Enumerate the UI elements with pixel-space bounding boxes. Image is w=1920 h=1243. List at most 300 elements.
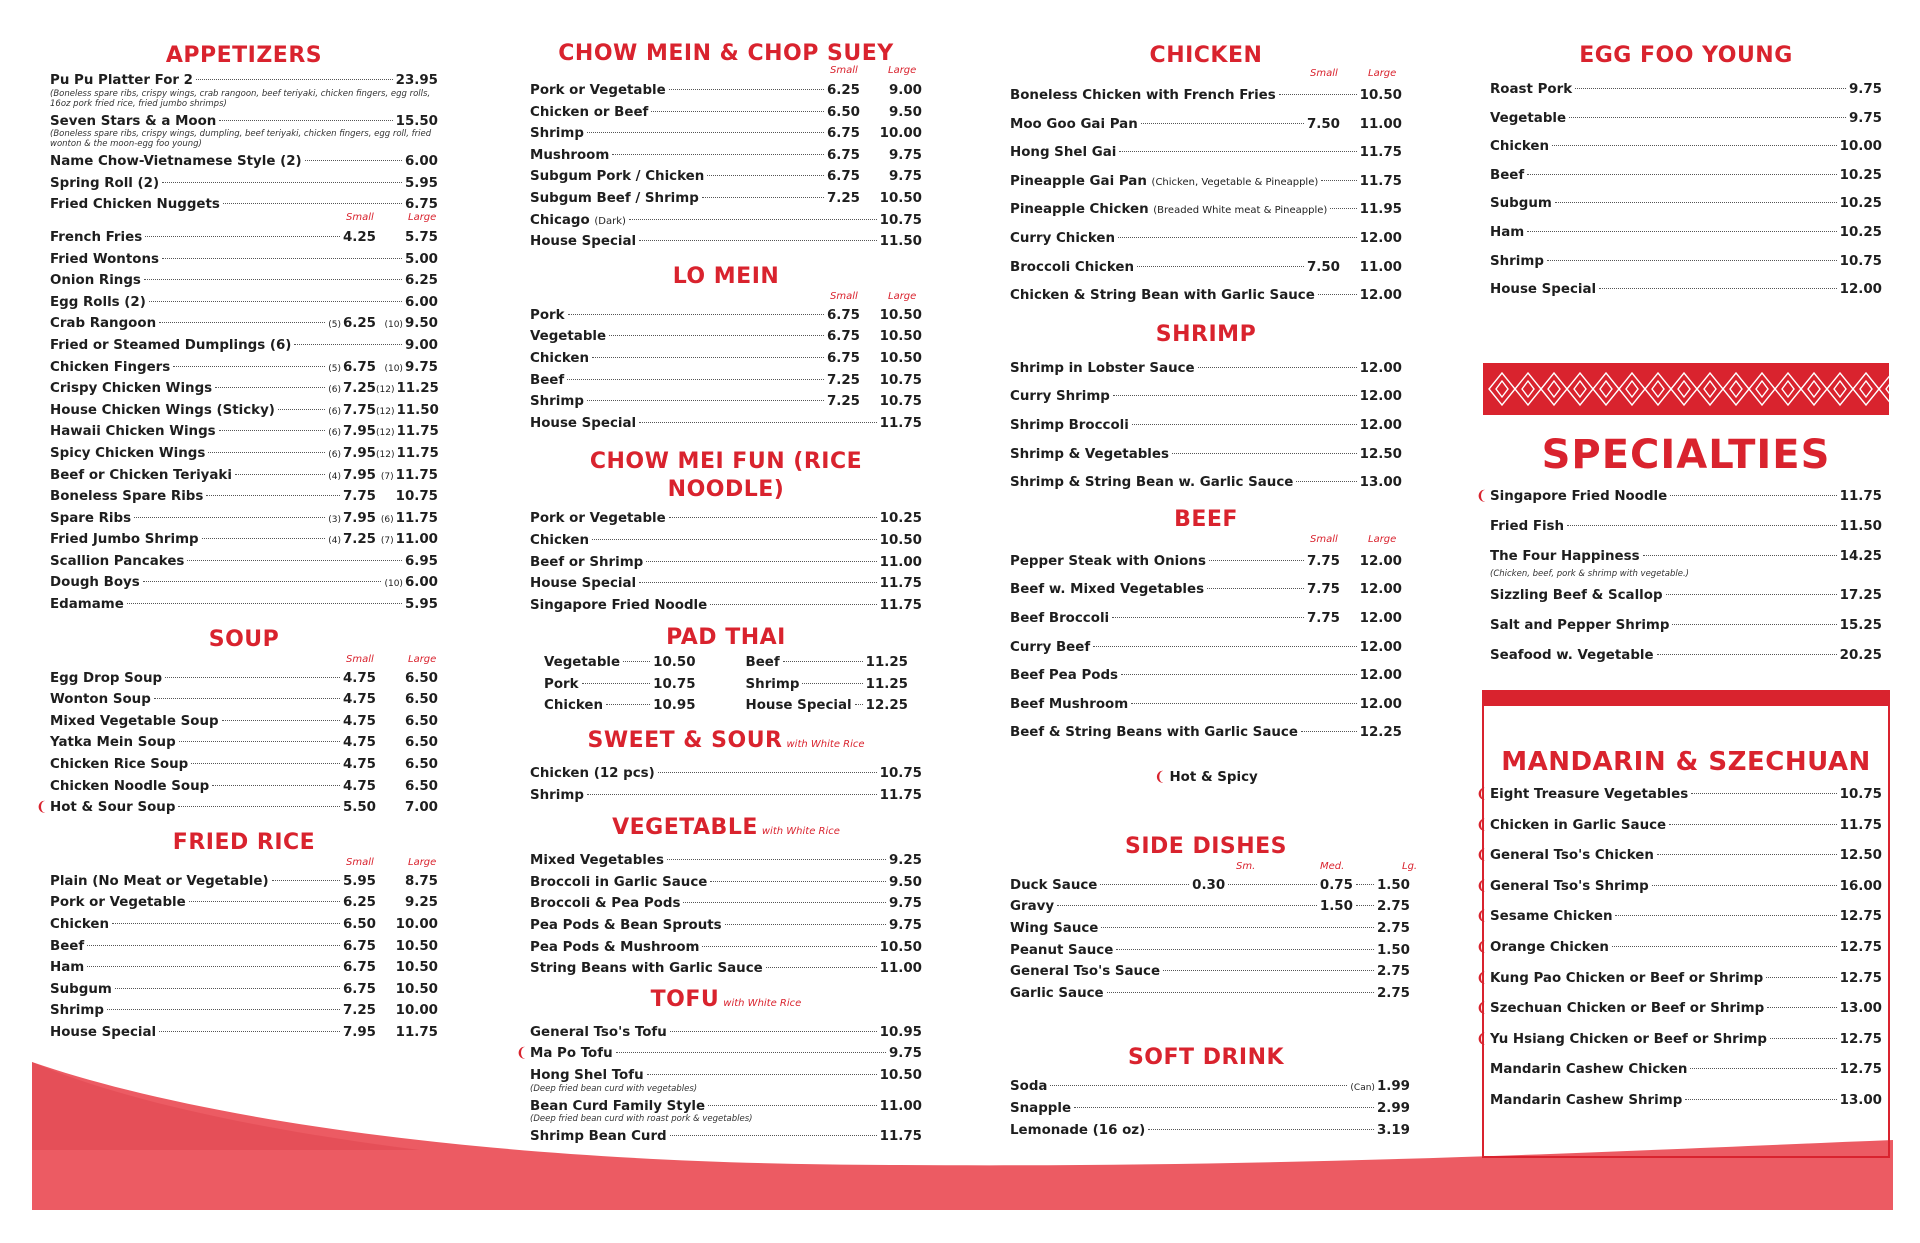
item-price	[866, 674, 908, 696]
item-price	[405, 151, 438, 173]
item-price	[405, 173, 438, 195]
price-large	[376, 486, 438, 508]
price-large	[376, 378, 438, 402]
leader-dots	[1643, 555, 1837, 556]
item-name	[50, 871, 269, 893]
item-name-text: Beef or Chicken Teriyaki	[50, 467, 232, 483]
item-name	[1010, 196, 1327, 226]
item-price-value: 11.75	[879, 576, 922, 592]
leader-dots	[1131, 703, 1356, 704]
item-price-value: 2.75	[1376, 964, 1410, 980]
item-name	[1010, 225, 1115, 254]
price-small-value: 6.50	[342, 917, 376, 932]
menu-item	[1010, 1076, 1410, 1098]
soft-drink-title: SOFT DRINK	[1127, 1045, 1285, 1071]
item-name	[746, 674, 800, 696]
item-price	[1840, 1025, 1882, 1056]
item-price	[880, 1022, 922, 1044]
price-large-value: 11.75	[395, 1024, 438, 1040]
price-large	[376, 357, 438, 381]
item-name	[50, 797, 175, 819]
item-quantity: (10)	[384, 579, 403, 590]
leader-dots	[568, 314, 824, 315]
leader-dots	[587, 794, 877, 795]
item-name	[530, 102, 648, 124]
price-med: 1.50	[1319, 899, 1353, 915]
quantity-large: (7)	[380, 536, 394, 547]
quantity-large: (12)	[376, 385, 395, 396]
chili-icon: ❨	[1476, 848, 1488, 864]
leader-dots	[196, 79, 393, 80]
item-name-text: Fried Jumbo Shrimp	[50, 532, 199, 548]
price-small-value: 7.25	[342, 381, 376, 397]
item-note: (Dark)	[594, 215, 626, 227]
item-price-value: 12.00	[1359, 230, 1402, 246]
item-name	[50, 313, 156, 335]
side-dishes-title: SIDE DISHES	[1124, 833, 1288, 859]
item-name	[1010, 548, 1206, 577]
column-2	[516, 40, 922, 1148]
tofu-title	[530, 986, 922, 1018]
item-name-text: Vegetable	[1490, 110, 1567, 126]
leader-dots	[802, 683, 862, 684]
item-price-value: 11.75	[1359, 145, 1402, 161]
item-name-text: Roast Pork	[1490, 82, 1573, 97]
price-large-value: 11.00	[1359, 116, 1402, 132]
leader-dots	[855, 704, 863, 705]
price-small-value: 7.75	[342, 402, 376, 418]
item-name-text: Seafood w. Vegetable	[1490, 648, 1654, 663]
leader-dots	[1767, 1007, 1836, 1008]
price-large-value: 12.00	[1359, 553, 1402, 569]
chili-icon: ❨	[1476, 970, 1488, 986]
price-small-value: 6.75	[342, 981, 376, 997]
item-name	[1010, 918, 1098, 940]
leader-dots	[670, 1135, 877, 1136]
leader-dots	[127, 603, 402, 604]
price-large	[376, 529, 438, 553]
price-small	[1307, 605, 1340, 634]
item-name-text: Chicken & String Bean with Garlic Sauce	[1010, 288, 1315, 304]
menu-item	[1010, 441, 1402, 470]
leader-dots	[87, 945, 340, 946]
specialties-section	[1476, 432, 1882, 671]
item-name-text: Shrimp Broccoli	[1010, 417, 1129, 433]
item-price	[880, 1065, 922, 1087]
chili-icon: ❨	[1476, 909, 1488, 925]
menu-item	[530, 391, 922, 413]
price-small-value: 7.25	[342, 1003, 376, 1019]
item-price	[1350, 1076, 1410, 1100]
leader-dots	[235, 474, 325, 475]
price-large-value: 11.75	[396, 424, 439, 440]
menu-item	[1010, 168, 1402, 197]
price-small	[343, 754, 376, 776]
price-small	[328, 421, 376, 445]
menu-item	[50, 979, 438, 1001]
menu-item	[1010, 111, 1402, 140]
item-price	[889, 1043, 922, 1065]
menu-item	[1490, 219, 1882, 248]
item-price-value: 9.00	[404, 337, 438, 353]
leader-dots	[646, 561, 876, 562]
item-name-text: General Tso's Sauce	[1010, 964, 1161, 980]
beef-list	[1010, 548, 1402, 748]
item-price	[1360, 355, 1402, 384]
item-price	[1360, 634, 1402, 663]
item-price	[1360, 282, 1402, 311]
size-large-label: Large	[408, 856, 437, 868]
menu-item	[1010, 383, 1402, 412]
item-name-text: House Special	[50, 1024, 157, 1040]
leader-dots	[206, 495, 340, 496]
item-name-text: Beef w. Mixed Vegetables	[1010, 582, 1205, 598]
item-name-text: Spring Roll (2)	[50, 175, 160, 191]
item-name	[530, 166, 704, 188]
price-small	[343, 797, 376, 819]
item-name	[530, 231, 636, 253]
price-large-value: 6.50	[404, 778, 438, 794]
price-large-value: 10.00	[395, 917, 438, 932]
item-name	[1490, 780, 1688, 811]
item-quantity: (Can)	[1350, 1083, 1375, 1094]
item-name-text: Beef	[530, 372, 565, 388]
price-small	[827, 123, 860, 145]
size-large-label: Large	[888, 290, 917, 302]
item-price-value: 12.00	[1359, 696, 1402, 712]
menu-item	[50, 270, 438, 292]
column-4	[1490, 42, 1882, 305]
item-name-text: Pork or Vegetable	[50, 895, 186, 911]
item-name	[530, 123, 584, 145]
price-small	[328, 508, 376, 532]
fried-rice-title: FRIED RICE	[172, 829, 316, 855]
item-name-text: Beef & String Beans with Garlic Sauce	[1010, 725, 1298, 741]
menu-item	[530, 573, 922, 595]
item-price-value: 11.75	[1359, 173, 1402, 189]
item-price-value: 15.50	[395, 113, 438, 129]
item-price-value: 10.25	[1839, 196, 1882, 212]
chili-icon: ❨	[1476, 939, 1488, 955]
price-small	[343, 668, 376, 690]
menu-item	[530, 508, 922, 530]
item-price-value: 15.25	[1839, 618, 1882, 633]
item-price-value: 10.50	[1359, 88, 1402, 103]
price-large	[860, 391, 922, 413]
item-price	[653, 674, 695, 696]
item-name	[1490, 994, 1764, 1025]
item-name-text: Pu Pu Platter For 2	[50, 73, 193, 88]
leader-dots	[658, 772, 877, 773]
item-price	[1360, 662, 1402, 691]
item-name	[530, 145, 609, 167]
item-price	[1360, 412, 1402, 441]
leader-dots	[162, 258, 402, 259]
item-name	[1010, 1098, 1071, 1120]
menu-item	[530, 80, 922, 102]
price-small	[328, 443, 376, 467]
quantity-large: (12)	[376, 449, 395, 460]
item-name	[1010, 168, 1318, 198]
vegetable-title-text: VEGETABLE	[612, 815, 758, 841]
item-name	[530, 937, 699, 959]
price-large	[376, 871, 438, 893]
menu-item	[1010, 691, 1402, 720]
item-name-text: Curry Beef	[1010, 639, 1091, 655]
item-name	[1010, 691, 1128, 720]
price-small-value: 7.95	[342, 424, 376, 440]
item-price-value: 17.25	[1839, 588, 1882, 603]
leader-dots	[1691, 793, 1836, 794]
leader-dots	[1685, 1099, 1836, 1100]
sweet-sour-list	[530, 763, 922, 806]
item-name	[50, 551, 184, 573]
price-large-value: 11.75	[396, 445, 439, 461]
item-price	[1840, 641, 1882, 671]
appetizers-list	[50, 70, 438, 216]
price-small-value: 6.75	[826, 350, 860, 366]
chili-icon: ❨	[1154, 769, 1166, 785]
menu-item	[1490, 105, 1882, 134]
item-price	[1840, 780, 1882, 811]
menu-item	[50, 378, 438, 400]
item-name	[50, 689, 151, 711]
item-price	[866, 652, 908, 674]
item-name-text: Pea Pods & Mushroom	[530, 939, 700, 955]
quantity-small: (4)	[328, 536, 341, 547]
menu-item	[50, 1000, 438, 1022]
price-large-value: 11.75	[395, 510, 438, 526]
leader-dots	[639, 240, 877, 241]
item-price	[1377, 1120, 1410, 1142]
item-price	[880, 1096, 922, 1118]
item-price	[1840, 581, 1882, 611]
menu-item	[1476, 994, 1882, 1025]
hot-spicy-legend	[1010, 770, 1402, 785]
item-price-value: 11.75	[879, 1129, 922, 1145]
item-name-text: House Special	[530, 415, 637, 431]
leader-dots	[144, 279, 402, 280]
item-price-value: 12.75	[1839, 1062, 1882, 1078]
leader-dots	[212, 785, 340, 786]
leader-dots	[1552, 145, 1837, 146]
item-name-text: Curry Shrimp	[1010, 389, 1110, 405]
item-name	[530, 1065, 644, 1087]
price-large-value: 12.00	[1359, 582, 1402, 598]
leader-dots	[305, 160, 402, 161]
item-name	[1010, 139, 1116, 168]
leader-dots	[702, 197, 824, 198]
leader-dots	[667, 859, 886, 860]
mandarin-list	[1476, 780, 1882, 1117]
menu-item	[1010, 1098, 1410, 1120]
item-price-value: 23.95	[395, 73, 438, 88]
item-price-value: 11.25	[865, 655, 908, 671]
item-price-value: 10.95	[653, 698, 696, 714]
item-name	[50, 335, 291, 357]
item-price-value: 11.75	[879, 787, 922, 803]
menu-item	[1010, 875, 1410, 897]
leader-dots	[1279, 94, 1357, 95]
price-small-value: 7.25	[826, 372, 860, 388]
price-small-value: 7.25	[826, 190, 860, 206]
item-name	[1010, 254, 1134, 283]
menu-item	[50, 357, 438, 379]
leader-dots	[1198, 367, 1357, 368]
price-small-value: 4.75	[342, 692, 376, 708]
item-name-text: Fried Chicken Nuggets	[50, 197, 220, 213]
item-price	[880, 595, 922, 617]
item-name-text: Broccoli & Pea Pods	[530, 896, 681, 912]
menu-item	[1010, 355, 1402, 384]
menu-item	[1490, 581, 1882, 611]
item-name-text: Shrimp in Lobster Sauce	[1010, 360, 1195, 376]
item-name	[1010, 469, 1293, 498]
item-price	[1360, 196, 1402, 225]
price-large	[860, 80, 922, 102]
leader-dots	[623, 661, 650, 662]
item-name	[50, 892, 186, 914]
price-large	[1340, 548, 1402, 577]
menu-item	[50, 732, 438, 754]
item-description: (Boneless spare ribs, crispy wings, dumpling, beef teriyaki, chicken fingers, egg roll, fried wonton & the moon-egg foo young)	[50, 129, 432, 150]
item-price-value: 12.75	[1839, 1031, 1882, 1047]
item-name-text: Beef	[745, 655, 780, 671]
item-price-value: 11.75	[879, 597, 922, 613]
item-name	[1490, 1086, 1682, 1117]
item-name-text: Seven Stars & a Moon	[50, 113, 217, 129]
leader-dots	[1321, 180, 1356, 181]
item-name-text: Broccoli in Garlic Sauce	[530, 874, 708, 890]
item-name	[1490, 248, 1544, 277]
item-price-value: 12.25	[1359, 725, 1402, 741]
menu-item	[530, 850, 922, 872]
price-small	[827, 305, 860, 327]
item-price-value: 10.50	[879, 1068, 922, 1083]
item-name	[50, 754, 188, 776]
price-large-value: 6.50	[404, 670, 438, 686]
price-large	[860, 102, 922, 124]
item-name-text: Peanut Sauce	[1010, 942, 1114, 958]
leader-dots	[783, 661, 863, 662]
leader-dots	[1547, 260, 1837, 261]
item-name-text: Beef Broccoli	[1010, 610, 1110, 626]
item-name	[1490, 581, 1663, 611]
item-description: (Deep fried bean curd with vegetables)	[530, 1083, 698, 1094]
item-name-text: Eight Treasure Vegetables	[1490, 787, 1689, 802]
price-large-value: 9.50	[888, 104, 922, 120]
item-price-value: 9.75	[888, 896, 922, 912]
item-price-value: 11.00	[879, 554, 922, 570]
item-price	[889, 850, 922, 872]
item-name	[50, 421, 216, 443]
leader-dots	[145, 236, 340, 237]
leader-dots	[702, 946, 876, 947]
item-name	[50, 572, 140, 594]
leader-dots	[215, 387, 325, 388]
sweet-sour-title	[530, 727, 922, 759]
leader-dots	[154, 698, 340, 699]
price-small-value: 6.75	[826, 169, 860, 185]
menu-item	[50, 227, 438, 249]
item-price-value: 11.00	[879, 961, 922, 977]
item-name-text: Wing Sauce	[1010, 921, 1099, 937]
item-name	[1490, 902, 1612, 933]
leader-dots	[1118, 237, 1357, 238]
price-small-value: 7.25	[826, 394, 860, 410]
item-name-text: Subgum Pork / Chicken	[530, 169, 705, 185]
item-price	[1377, 961, 1410, 983]
item-name	[530, 530, 589, 552]
item-price-value: 10.75	[653, 676, 696, 692]
menu-item	[50, 711, 438, 733]
item-name	[530, 1022, 667, 1044]
item-price	[384, 572, 438, 596]
price-large	[376, 797, 438, 819]
item-price	[1840, 276, 1882, 305]
item-price-value: 6.95	[404, 553, 438, 569]
item-name-text: Boneless Chicken with French Fries	[1010, 88, 1276, 103]
decorative-pattern-band	[1483, 363, 1889, 415]
leader-dots	[1318, 294, 1357, 295]
leader-dots	[115, 988, 340, 989]
leader-dots	[1615, 915, 1836, 916]
leader-dots	[669, 89, 824, 90]
price-small	[343, 1000, 376, 1022]
item-price-value: 12.00	[1359, 668, 1402, 684]
item-price-value: 10.95	[879, 1024, 922, 1040]
item-price	[1840, 248, 1882, 277]
price-large	[376, 689, 438, 711]
item-name	[50, 194, 220, 216]
price-large	[376, 1000, 438, 1022]
hot-spicy-label: Hot & Spicy	[1169, 769, 1258, 785]
menu-item	[746, 674, 908, 696]
menu-item	[1010, 605, 1402, 634]
item-price	[1840, 219, 1882, 248]
size-small-label: Small	[1310, 533, 1338, 545]
item-price-value: 2.99	[1376, 1101, 1410, 1117]
leader-dots	[1132, 424, 1357, 425]
price-large	[860, 145, 922, 167]
item-name-text: Beef	[50, 938, 85, 954]
item-name-text: Vegetable	[544, 655, 621, 671]
item-name	[544, 674, 579, 696]
leader-dots	[1296, 481, 1356, 482]
menu-item	[1010, 412, 1402, 441]
item-price-value: 6.00	[404, 294, 438, 310]
item-name-text: Subgum	[50, 981, 112, 997]
item-price	[1360, 441, 1402, 470]
leader-dots	[223, 203, 402, 204]
menu-item	[1490, 1055, 1882, 1086]
price-sm: 0.30	[1192, 877, 1226, 893]
item-name-text: Duck Sauce	[1010, 877, 1098, 893]
mei-fun-list	[530, 508, 922, 616]
leader-dots	[1172, 453, 1357, 454]
item-name-text: Hong Shel Gai	[1010, 145, 1117, 161]
item-name	[1010, 719, 1298, 748]
item-name	[1490, 512, 1564, 542]
quantity-small: (5)	[328, 320, 341, 331]
item-price	[1360, 82, 1402, 111]
size-sm-label: Sm.	[1236, 860, 1256, 872]
menu-item	[530, 915, 922, 937]
leader-dots	[87, 966, 340, 967]
quantity-small: (6)	[328, 449, 341, 460]
item-name-text: Name Chow-Vietnamese Style (2)	[50, 154, 302, 170]
item-price	[1840, 994, 1882, 1025]
